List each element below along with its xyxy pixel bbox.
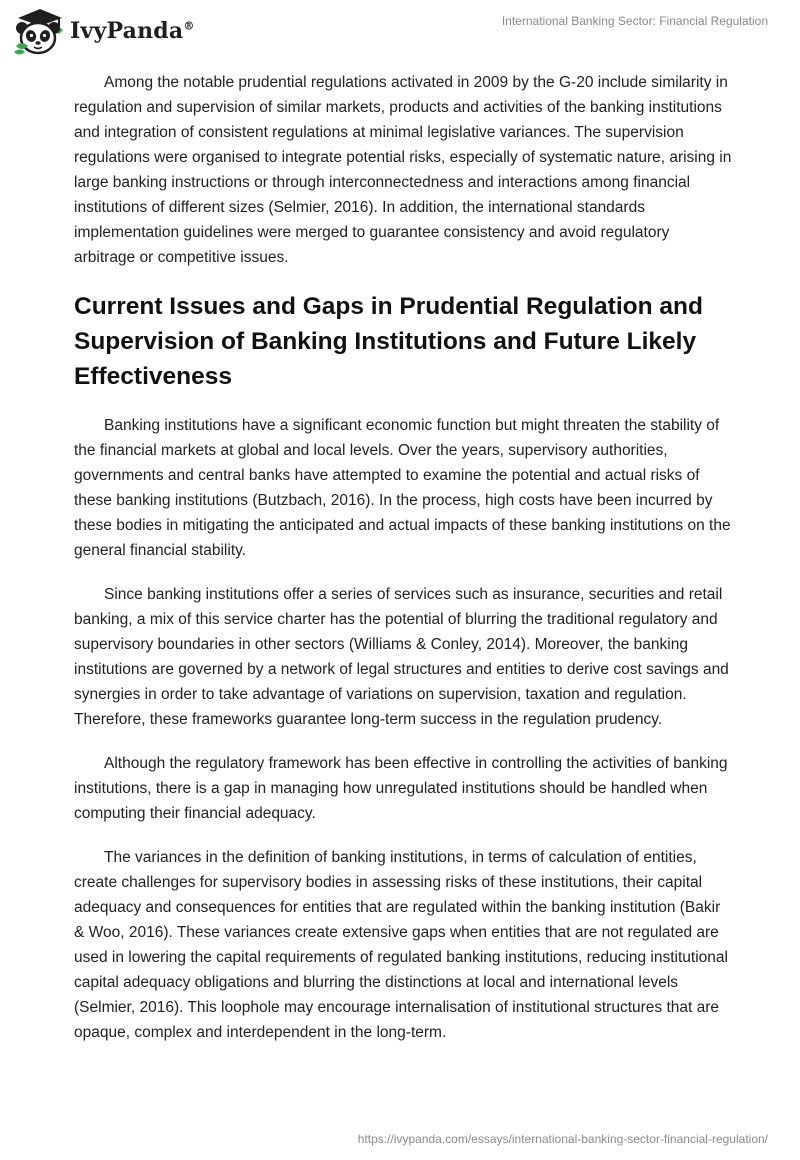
source-url[interactable]: https://ivypanda.com/essays/international-banking-sector-financial-regulation/ xyxy=(357,1132,768,1146)
panda-graduate-icon xyxy=(12,6,64,56)
paragraph-4: Although the regulatory framework has been effective in controlling the activities of banking institutions, there is a gap in managing how unregulated institutions should be handled when computing their financial adequacy. xyxy=(74,755,728,822)
section-heading: Current Issues and Gaps in Prudential Regulation and Supervision of Banking Institutions and Future Likely Effectiveness xyxy=(74,293,703,390)
document-title: International Banking Sector: Financial Regulation xyxy=(501,14,768,28)
page-header xyxy=(0,0,800,60)
registered-mark: ® xyxy=(183,19,195,33)
ivypanda-logo[interactable] xyxy=(12,6,195,56)
paragraph-2: Banking institutions have a significant economic function but might threaten the stability of the financial markets at global and local levels. Over the years, supervisory authorities, governments and central banks have attempted to examine the potential and actual risks of these banking institutions (Butzbach, 2016). In the process, high costs have been incurred by these bodies in mitigating the anticipated and actual impacts of these banking institutions on the general financial stability. xyxy=(74,417,731,559)
paragraph-1: Among the notable prudential regulations activated in 2009 by the G-20 include similarity in regulation and supervision of similar markets, products and activities of the banking institutions and integration of consistent regulations at minimal legislative variances. The supervision regulations were organised to integrate potential risks, especially of systematic nature, arising in large banking instructions or through interconnectedness and interactions among financial institutions of different sizes (Selmier, 2016). In addition, the international standards implementation guidelines were merged to guarantee consistency and avoid regulatory arbitrage or competitive issues. xyxy=(74,74,732,266)
paragraph-5: The variances in the definition of banking institutions, in terms of calculation of entities, create challenges for supervisory bodies in assessing risks of these institutions, their capital adequacy and consequences for entities that are regulated within the banking institution (Bakir & Woo, 2016). These variances create extensive gaps when entities that are not regulated are used in lowering the capital requirements of regulated banking institutions, reducing institutional capital adequacy obligations and blurring the distinctions at local and international levels (Selmier, 2016). This loophole may encourage internalisation of institutional structures that are opaque, complex and interdependent in the long-term. xyxy=(74,849,728,1041)
paragraph-3: Since banking institutions offer a series of services such as insurance, securities and retail banking, a mix of this service charter has the potential of blurring the traditional regulatory and supervisory boundaries in other sectors (Williams & Conley, 2014). Moreover, the banking institutions are governed by a network of legal structures and entities to derive cost savings and synergies in order to take advantage of variations on supervision, taxation and regulation. Therefore, these frameworks guarantee long-term success in the regulation prudency. xyxy=(74,586,729,728)
logo-text: IvyPanda xyxy=(70,18,184,44)
logo-wordmark xyxy=(70,18,195,44)
essay-content xyxy=(74,70,734,1064)
